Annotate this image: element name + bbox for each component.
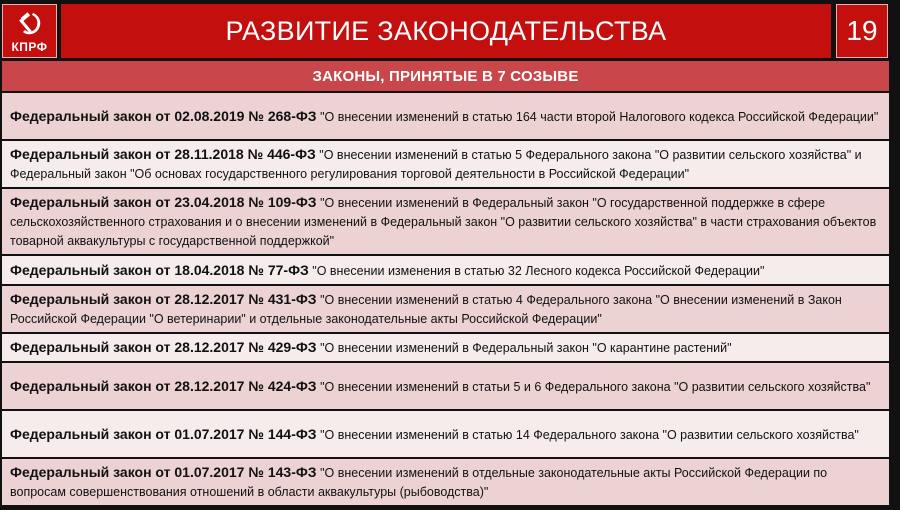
law-description: "О внесении изменений в статью 5 Федерального закона "О развитии сельского хозяйства" и Федеральный закон "Об основах государственного регулирования торговой деятельности в Российской Федерации" [10,148,862,181]
law-reference: Федеральный закон от 23.04.2018 № 109-ФЗ [10,194,317,210]
law-description: "О внесении изменений в статью 164 части второй Налогового кодекса Российской Федерации" [320,109,879,124]
law-reference: Федеральный закон от 28.12.2017 № 424-ФЗ [10,377,317,394]
laws-table [2,61,889,507]
hammer-sickle-icon [15,9,45,39]
table-row [2,189,889,254]
law-reference: Федеральный закон от 02.08.2019 № 268-ФЗ [10,107,317,124]
law-reference: Федеральный закон от 28.11.2018 № 446-ФЗ [10,146,316,162]
table-row [2,256,889,284]
law-description: "О внесении изменений в отдельные законодательные акты Российской Федерации по вопросам совершенствования отношений в области аквакультуры (рыбоводства)" [10,466,828,499]
law-reference: Федеральный закон от 28.12.2017 № 431-ФЗ [10,291,317,307]
law-reference: Федеральный закон от 18.04.2018 № 77-ФЗ [10,261,309,278]
page-title: РАЗВИТИЕ ЗАКОНОДАТЕЛЬСТВА [225,15,667,46]
table-row [2,459,889,505]
law-description: "О внесении изменений в статьи 5 и 6 Федерального закона "О развитии сельского хозяйства" [320,379,871,394]
table-row [2,334,889,361]
table-row [2,286,889,332]
page-number: 19 [836,4,888,58]
kprf-logo [2,4,57,58]
law-description: "О внесении изменений в Федеральный закон "О государственной поддержке в сфере сельскохозяйственного страхования и о внесении изменений в Федеральный закон "О развитии сельского хозяйства" в части страхования объектов товарной аквакультуры с государственной поддержкой" [10,196,877,248]
table-row [2,411,889,457]
table-row [2,363,889,409]
law-description: "О внесении изменений в Федеральный закон "О карантине растений" [320,341,732,355]
table-row [2,141,889,187]
table-row [2,93,889,139]
law-reference: Федеральный закон от 28.12.2017 № 429-ФЗ [10,339,317,355]
table-heading: ЗАКОНЫ, ПРИНЯТЫЕ В 7 СОЗЫВЕ [2,61,889,91]
title-bar [61,4,831,58]
logo-text: КПРФ [11,40,48,54]
law-reference: Федеральный закон от 01.07.2017 № 144-ФЗ [10,425,317,442]
law-description: "О внесении изменений в статью 4 Федерального закона "О внесении изменений в Закон Российской Федерации "О ветеринарии" и отдельные законодательные акты Российской Федерации" [10,293,842,326]
law-description: "О внесении изменения в статью 32 Лесного кодекса Российской Федерации" [312,263,765,278]
law-reference: Федеральный закон от 01.07.2017 № 143-ФЗ [10,464,317,480]
law-description: "О внесении изменений в статью 14 Федерального закона "О развитии сельского хозяйства" [320,427,859,442]
